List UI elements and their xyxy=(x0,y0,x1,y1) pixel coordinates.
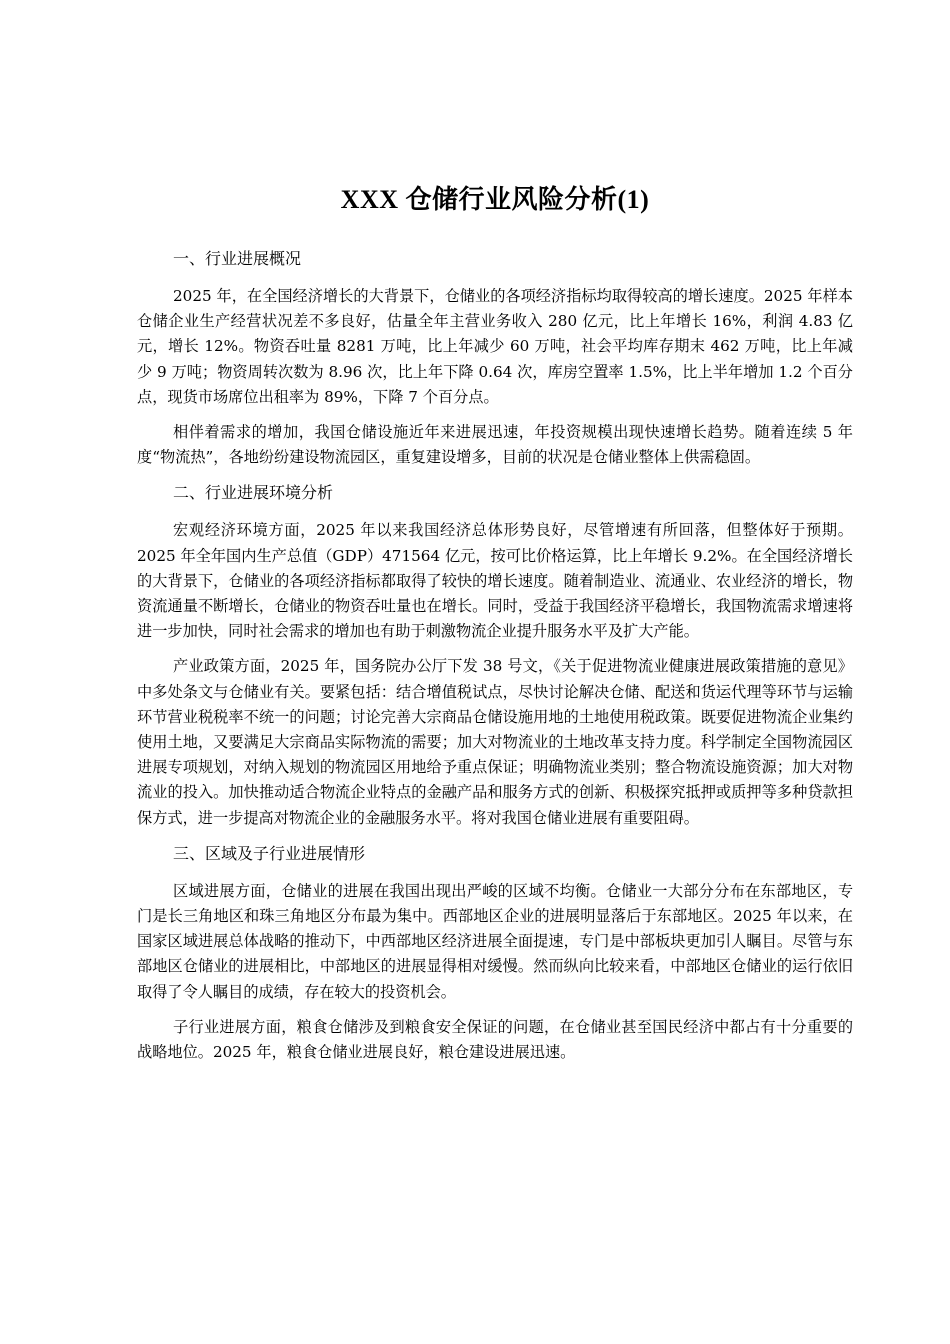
paragraph: 2025 年，在全国经济增长的大背景下，仓储业的各项经济指标均取得较高的增长速度。2025 年样本仓储企业生产经营状况差不多良好，估量全年主营业务收入 280 亿元，比上年增长 16%，利润 4.83 亿元，增长 12%。物资吞吐量 8281 万吨，比上年减少 60 万吨，社会平均库存期末 462 万吨，比上年减少 9 万吨；物资周转次数为 8.96 次，比上年下降 0.64 次，库房空置率 1.5%，比上半年增加 1.2 个百分点，现货市场席位出租率为 89%，下降 7 个百分点。 xyxy=(137,287,853,406)
section-heading-overview: 一、行业进展概况 xyxy=(173,249,302,268)
paragraph: 产业政策方面，2025 年，国务院办公厅下发 38 号文，《关于促进物流业健康进展政策措施的意见》中多处条文与仓储业有关。要紧包括：结合增值税试点，尽快讨论解决仓储、配送和货运代理等环节与运输环节营业税税率不统一的问题；讨论完善大宗商品仓储设施用地的土地使用税政策。既要促进物流企业集约使用土地，又要满足大宗商品实际物流的需要；加大对物流业的土地改革支持力度。科学制定全国物流园区进展专项规划，对纳入规划的物流园区用地给予重点保证；明确物流业类别；整合物流设施资源；加大对物流业的投入。加快推动适合物流企业特点的金融产品和服务方式的创新、积极探究抵押或质押等多种贷款担保方式，进一步提高对物流企业的金融服务水平。将对我国仓储业进展有重要阻碍。 xyxy=(137,657,853,827)
section-heading-regional: 三、区域及子行业进展情形 xyxy=(173,843,366,863)
paragraph: 宏观经济环境方面，2025 年以来我国经济总体形势良好，尽管增速有所回落，但整体好于预期。2025 年全年国内生产总值（GDP）471564 亿元，按可比价格运算，比上年增长 9.2%。在全国经济增长的大背景下，仓储业的各项经济指标都取得了较快的增长速度。随着制造业、流通业、农业经济的增长，物资流通量不断增长，仓储业的物资吞吐量也在增长。同时，受益于我国经济平稳增长，我国物流需求增速将进一步加快，同时社会需求的增加也有助于刺激物流企业提升服务水平及扩大产能。 xyxy=(137,521,853,641)
paragraph: 相伴着需求的增加，我国仓储设施近年来进展迅速，年投资规模出现快速增长趋势。随着连续 5 年度“物流热”，各地纷纷建设物流园区，重复建设增多，目前的状况是仓储业整体上供需稳固。 xyxy=(137,423,853,467)
document-title: XXX 仓储行业风险分析(1) xyxy=(340,185,650,214)
paragraph: 区域进展方面，仓储业的进展在我国出现出严峻的区域不均衡。仓储业一大部分分布在东部地区，专门是长三角地区和珠三角地区分布最为集中。西部地区企业的进展明显落后于东部地区。2025 年以来，在国家区域进展总体战略的推动下，中西部地区经济进展全面提速，专门是中部板块更加引人瞩目。尽管与东部地区仓储业的进展相比，中部地区的进展显得相对缓慢。然而纵向比较来看，中部地区仓储业的运行依旧取得了令人瞩目的成绩，存在较大的投资机会。 xyxy=(137,881,853,1001)
document-body xyxy=(137,246,853,1075)
paragraph: 子行业进展方面，粮食仓储涉及到粮食安全保证的问题，在仓储业甚至国民经济中都占有十分重要的战略地位。2025 年，粮食仓储业进展良好，粮仓建设进展迅速。 xyxy=(137,1017,853,1062)
section-heading-environment: 二、行业进展环境分析 xyxy=(173,483,334,503)
